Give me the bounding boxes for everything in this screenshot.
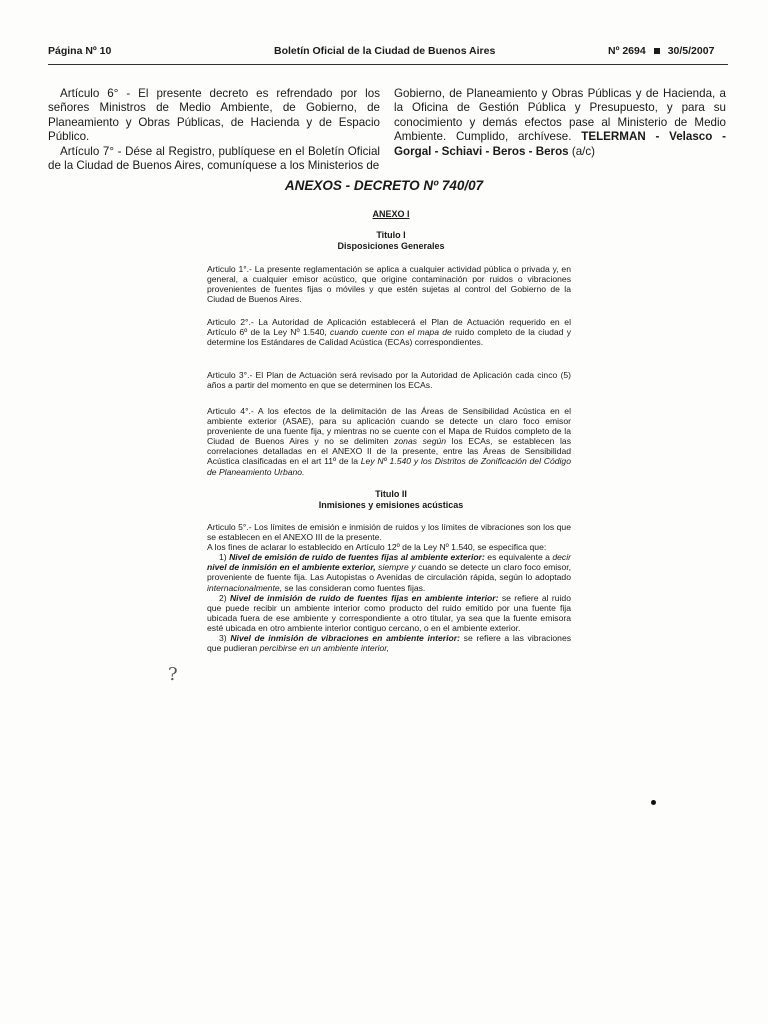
art4-text-a: Articulo 4°.- A los efectos de la delimitación de las Áreas de Sensibilidad Acústica en el ambiente exterior (ASAE), para su aplicación cuando se detecte un claro foco emisor proveniente de una fuente fija, y mientras no se cuente con el Mapa de Ruidos completo de la Ciudad de Buenos Aires y no se delimiten [207, 406, 571, 447]
right-column [394, 87, 726, 159]
item3-text-a: se refiere a las vibraciones que pudieran [207, 633, 572, 654]
item2-text-a: se refiere al ruido que puede recibir un ambiente interior como producto del ruido emitido por una fuente fija ubicada fuera de ese ambiente y correspondiente a otro titular, ya sea que la fuente emisora esté ubicada en otro ambiente interior contiguo cercano, o en el ambiente exterior. [207, 592, 571, 633]
art4-text-c: los ECAs, se establecen las correlaciones detalladas en el ANEXO II de la presente, entre las Áreas de Sensibilidad Acústica clasificadas en el art 11º de la [207, 436, 571, 467]
article-6: Artículo 6° - El presente decreto es refrendado por los señores Ministros de Medio Ambiente, de Gobierno, de Planeamiento y Obras Públicas, de Hacienda y de Espacio Público. [48, 87, 380, 144]
item1-text-e: cuando se detecte un claro foco emisor, proveniente de fuente fija. Las Autopistas o Avenidas de circulación rápida, según lo adoptado [207, 562, 572, 583]
item1-text-c: nivel de inmisión en el ambiente exterior, [207, 562, 376, 573]
right-column-paragraph [394, 87, 726, 159]
item1-heading: Nivel de emisión de ruido de fuentes fijas al ambiente exterior: [229, 552, 485, 563]
annex-title: ANEXOS - DECRETO Nº 740/07 [284, 178, 484, 193]
annex-article-2 [207, 317, 571, 347]
item1-text-d: siempre y [378, 562, 416, 573]
item1-number: 1) [219, 552, 227, 563]
art4-text-b: zonas según [394, 436, 447, 447]
annex-article-1: Articulo 1°.- La presente reglamentación se aplica a cualquier actividad pública o privada y, en general, a cualquier emisor acústico, que origine contaminación por ruidos o vibraciones provenientes de fuentes fijas o móviles y que estén sujetas al control del Gobierno de la Ciudad de Buenos Aires. [207, 264, 571, 305]
item1-text-f: internacionalmente, [207, 582, 283, 593]
art4-text-d: Ley Nº 1.540 y los Distritos de Zonificación del Código de Planeamiento Urbano. [207, 456, 571, 477]
signatures-suffix: (a/c) [571, 144, 596, 158]
title-2: Titulo II [375, 489, 407, 499]
art2-text-b: cuando cuente con el mapa de [330, 327, 452, 338]
item3-number: 3) [219, 633, 227, 644]
article-7: Artículo 7° - Dése al Registro, publíquese en el Boletín Oficial de la Ciudad de Buenos Aires, comuníquese a los Ministerios de [48, 144, 380, 173]
title-1: Titulo I [376, 230, 406, 240]
art2-text-a: Articulo 2°.- La Autoridad de Aplicación establecerá el Plan de Actuación requerido en el Artículo 6º de la Ley Nº 1.540, [207, 317, 571, 338]
annex-label: ANEXO I [372, 209, 410, 219]
issue-number: Nº 2694 [608, 45, 646, 57]
square-bullet-icon [654, 48, 660, 54]
issue-date: 30/5/2007 [667, 45, 715, 57]
annex-article-4 [207, 406, 571, 477]
ink-dot [651, 800, 656, 805]
art5-item-3 [207, 633, 571, 653]
item2-number: 2) [219, 592, 227, 603]
item2-heading: Nivel de inmisión de ruido de fuentes fijas en ambiente interior: [229, 592, 499, 603]
title-1-heading [0, 230, 768, 252]
page-header [48, 45, 728, 61]
page-number: Página Nº 10 [48, 45, 112, 57]
signatures: TELERMAN - Velasco - Gorgal - Schiavi - Beros - Beros [394, 130, 726, 158]
annex-article-5 [207, 522, 571, 653]
issue-and-date [608, 45, 714, 57]
left-column [48, 87, 380, 173]
title-2-name: Inmisiones y emisiones acústicas [318, 500, 464, 510]
art5-item-1 [207, 552, 571, 592]
handwritten-mark: ? [168, 664, 178, 685]
item1-text-a: es equivalente a [487, 552, 550, 563]
item1-text-b: decir [552, 552, 572, 563]
annex-article-3: Articulo 3°.- El Plan de Actuación será revisado por la Autoridad de Aplicación cada cinco (5) años a partir del momento en que se determinen los ECAs. [207, 370, 571, 391]
item3-heading: Nivel de inmisión de vibraciones en ambiente interior: [230, 633, 460, 644]
art5-text-a: Articulo 5°.- Los límites de emisión e inmisión de ruidos y los límites de vibraciones son los que se establecen en el ANEXO III de la presente. [207, 522, 571, 543]
title-2-heading [0, 489, 768, 511]
right-column-text: Gobierno, de Planeamiento y Obras Públicas y de Hacienda, a la Oficina de Gestión Pública y Presupuesto, y para su conocimiento y demás efectos pase al Ministerio de Medio Ambiente. Cumplido, archívese. [394, 87, 726, 144]
art2-text-c: ruido completo de la ciudad y determine los Estándares de Calidad Acústica (ECAs) correspondientes. [207, 327, 571, 348]
title-1-name: Disposiciones Generales [337, 241, 445, 251]
art5-item-2 [207, 593, 571, 633]
publication-name: Boletín Oficial de la Ciudad de Buenos Aires [274, 45, 496, 57]
item3-text-b: percibirse en un ambiente interior, [259, 643, 390, 654]
art5-text-b: A los fines de aclarar lo establecido en Artículo 12º de la Ley Nº 1.540, se especifica que: [207, 542, 547, 553]
header-rule [48, 64, 728, 65]
item1-text-g: se las consideran como fuentes fijas. [284, 582, 426, 593]
